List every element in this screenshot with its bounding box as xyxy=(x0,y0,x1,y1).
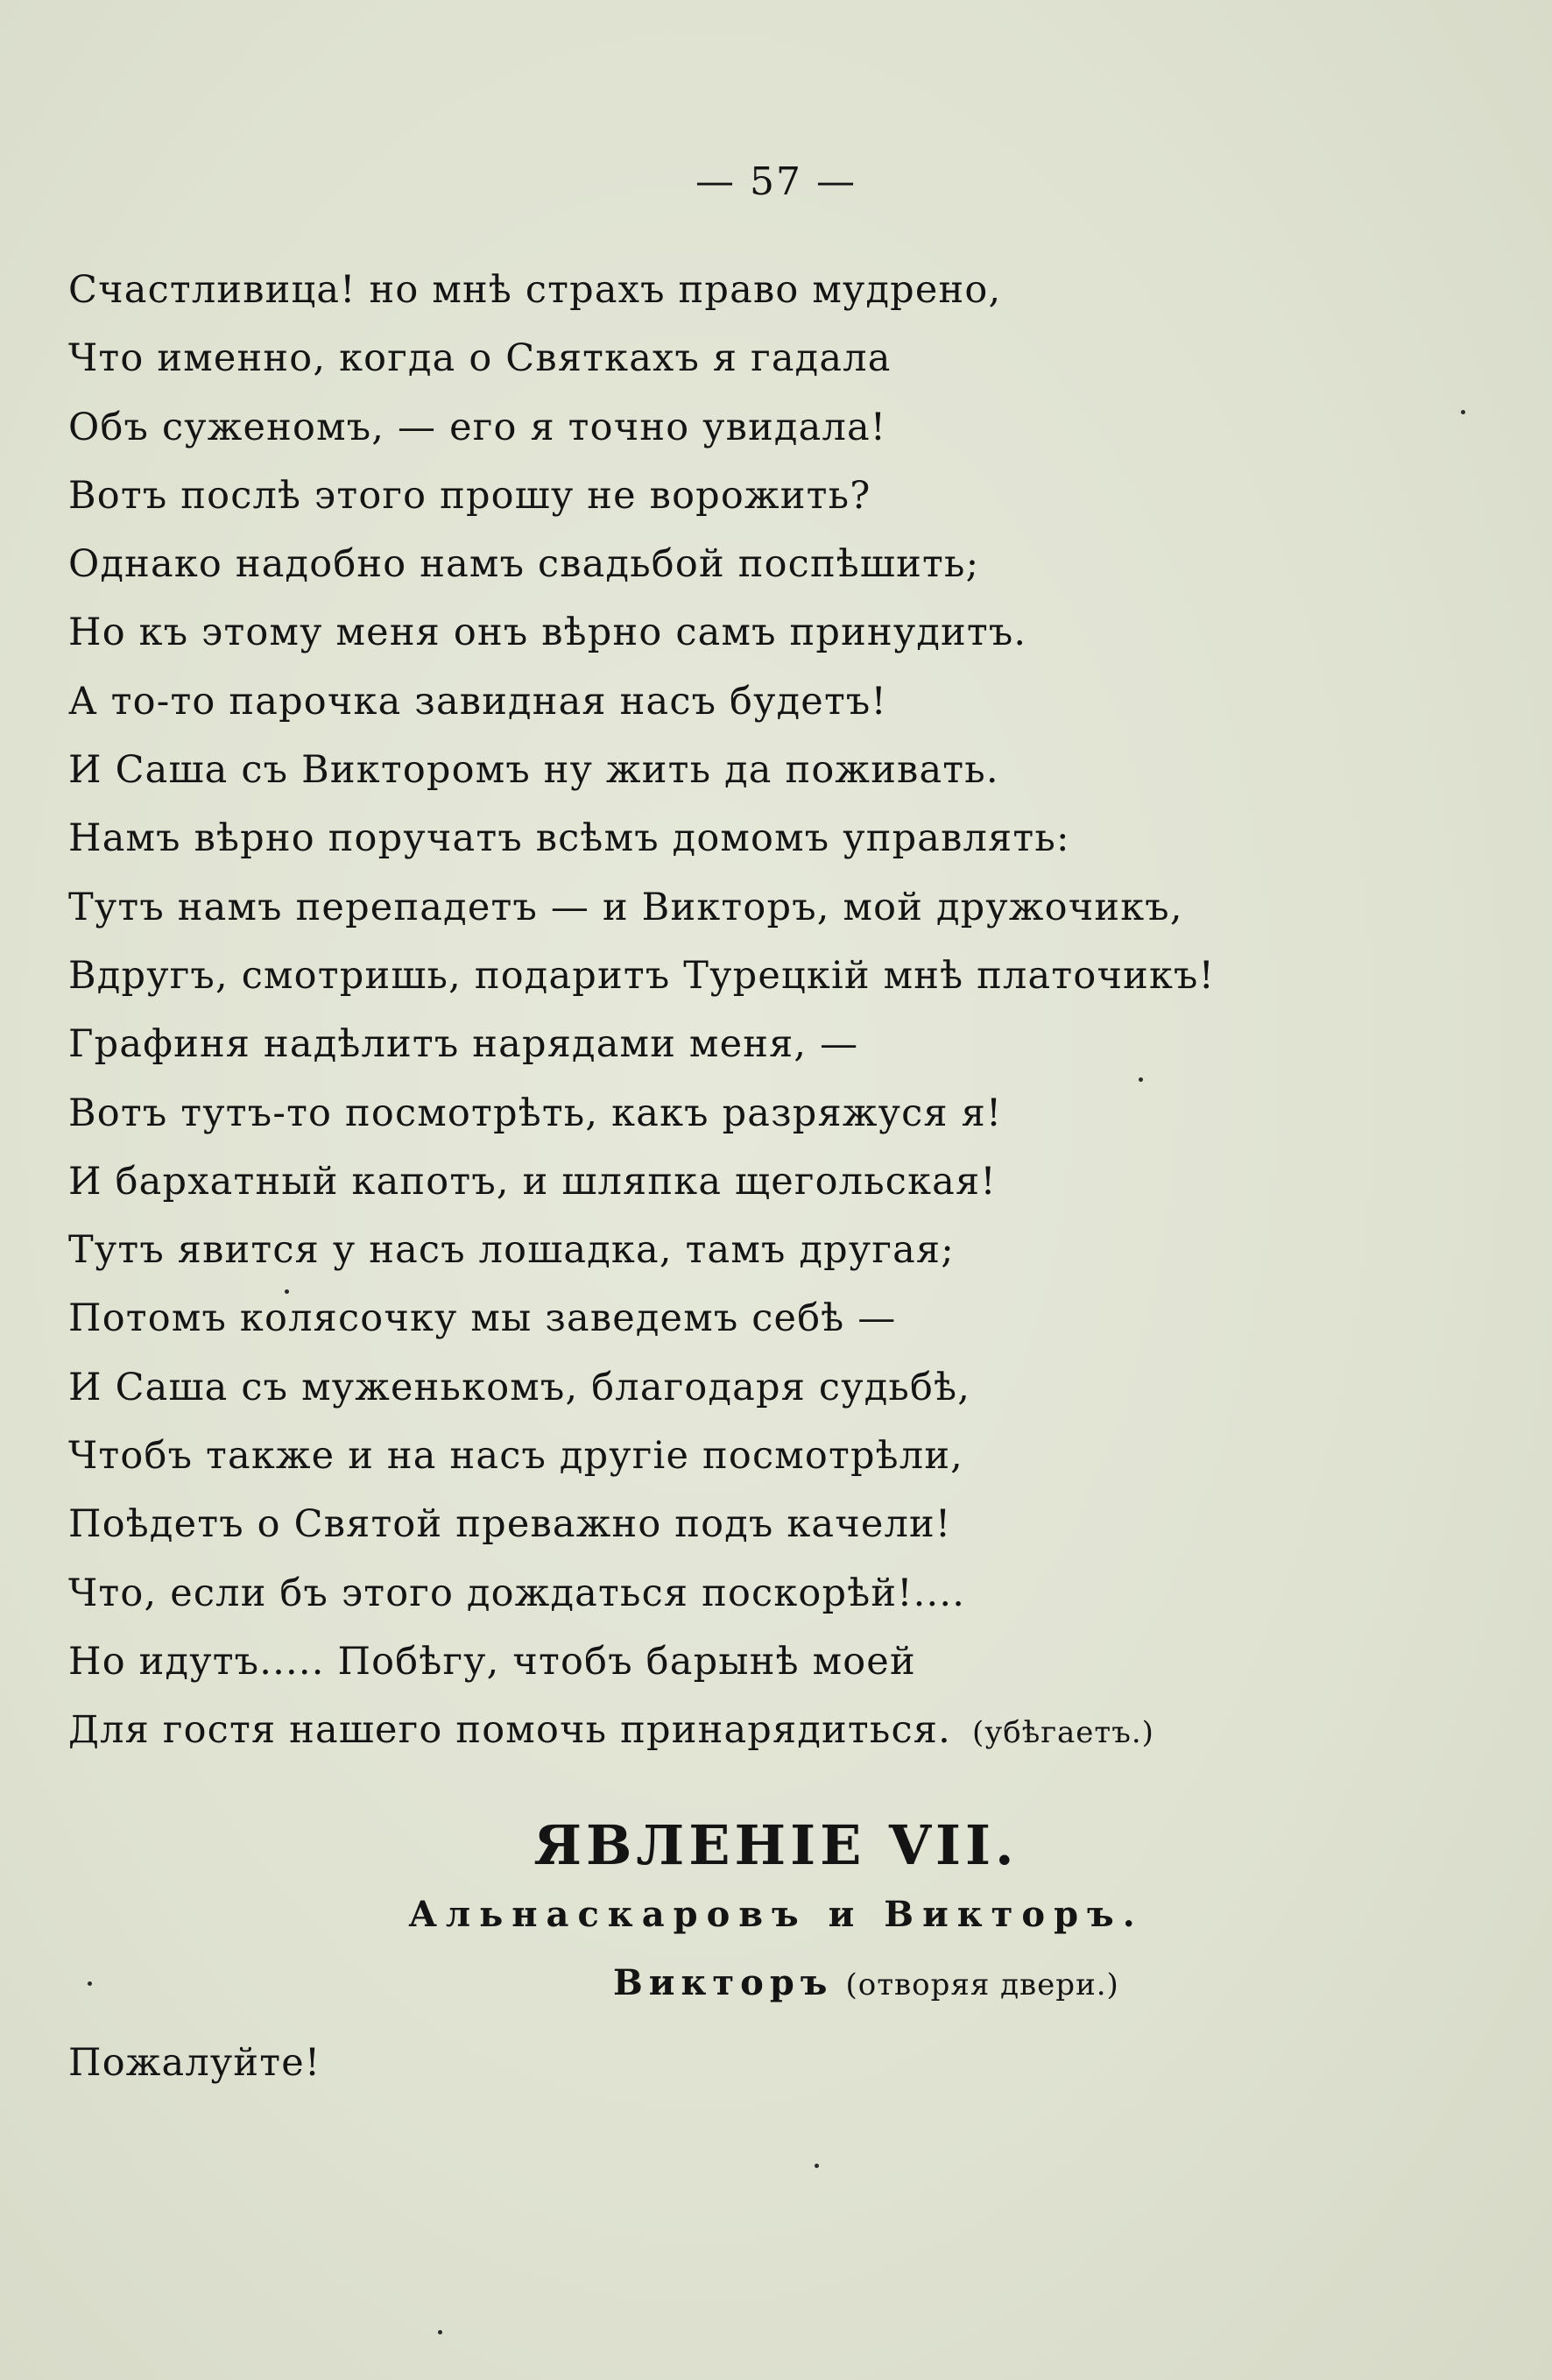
verse-line xyxy=(68,462,1215,530)
verse-line xyxy=(68,256,1215,324)
verse-line xyxy=(68,1559,1215,1628)
verse-line xyxy=(68,736,1215,804)
verse-block xyxy=(68,256,1215,1765)
verse-text: Тутъ намъ перепадетъ — и Викторъ, мой дружочикъ, xyxy=(68,885,1183,929)
verse-text: Счастливица! но мнѣ страхъ право мудрено, xyxy=(68,268,1002,312)
verse-text: Для гостя нашего помочь принарядиться. xyxy=(68,1708,951,1753)
verse-text: Вдругъ, смотришь, подаритъ Турецкій мнѣ платочикъ! xyxy=(68,953,1216,998)
speaker-direction: (отворяя двери.) xyxy=(845,1967,1119,2002)
verse-text: Графиня надѣлитъ нарядами меня, — xyxy=(68,1022,859,1067)
verse-text: Вотъ послѣ этого прошу не ворожить? xyxy=(68,473,871,518)
ink-speck xyxy=(1139,1077,1143,1082)
ink-speck xyxy=(438,2330,442,2334)
verse-text: Вотъ тутъ-то посмотрѣть, какъ разряжуся я! xyxy=(68,1091,1003,1135)
speaker-line xyxy=(613,1962,1119,2003)
verse-line xyxy=(68,667,1215,736)
ink-speck xyxy=(88,1981,92,1986)
verse-line xyxy=(68,1148,1215,1216)
verse-text: Что, если бъ этого дождаться поскорѣй!.... xyxy=(68,1571,966,1615)
verse-text: Чтобъ также и на насъ другіе посмотрѣли, xyxy=(68,1434,964,1479)
speaker-name: Викторъ xyxy=(613,1962,834,2003)
verse-line xyxy=(68,804,1215,872)
verse-text: И Саша съ муженькомъ, благодаря судьбѣ, xyxy=(68,1365,971,1409)
verse-text: А то-то парочка завидная насъ будетъ! xyxy=(68,679,887,724)
verse-line xyxy=(68,393,1215,462)
verse-text: Однако надобно намъ свадьбой поспѣшить; xyxy=(68,542,980,587)
ink-speck xyxy=(1461,410,1465,414)
ink-speck xyxy=(815,2164,819,2168)
stage-direction: (убѣгаетъ.) xyxy=(971,1715,1154,1751)
verse-text: Намъ вѣрно поручатъ всѣмъ домомъ управлять: xyxy=(68,816,1070,861)
verse-line xyxy=(68,1216,1215,1284)
verse-text: Но идутъ..... Побѣгу, чтобъ барынѣ моей xyxy=(68,1639,916,1684)
verse-text: Объ суженомъ, — его я точно увидала! xyxy=(68,405,887,449)
scene-characters: Альнаскаровъ и Викторъ. xyxy=(408,1894,1144,1935)
verse-text: И бархатный капотъ, и шляпка щегольская! xyxy=(68,1159,997,1204)
verse-line xyxy=(68,873,1215,942)
verse-line xyxy=(68,1010,1215,1078)
verse-text: Что именно, когда о Святкахъ я гадала xyxy=(68,336,892,381)
page-number: — 57 — xyxy=(695,159,857,204)
scene-heading: ЯВЛЕНІЕ VII. xyxy=(533,1813,1019,1877)
verse-text: Но къ этому меня онъ вѣрно самъ принудитъ. xyxy=(68,611,1027,655)
verse-line xyxy=(68,598,1215,667)
verse-line xyxy=(68,324,1215,392)
verse-text: Потомъ колясочку мы заведемъ себѣ — xyxy=(68,1296,897,1341)
verse-line xyxy=(68,1284,1215,1352)
verse-line xyxy=(68,530,1215,598)
verse-line xyxy=(68,1628,1215,1696)
verse-text: Поѣдетъ о Святой преважно подъ качели! xyxy=(68,1502,952,1547)
verse-text: Тутъ явится у насъ лошадка, тамъ другая; xyxy=(68,1228,955,1273)
speech-line: Пожалуйте! xyxy=(68,2041,321,2085)
verse-line xyxy=(68,1422,1215,1490)
verse-line xyxy=(68,1490,1215,1558)
verse-line xyxy=(68,1353,1215,1422)
verse-line xyxy=(68,1079,1215,1148)
ink-speck xyxy=(285,1289,289,1294)
verse-text: И Саша съ Викторомъ ну жить да поживать. xyxy=(68,748,999,793)
verse-line xyxy=(68,942,1215,1010)
verse-line xyxy=(68,1696,1215,1764)
